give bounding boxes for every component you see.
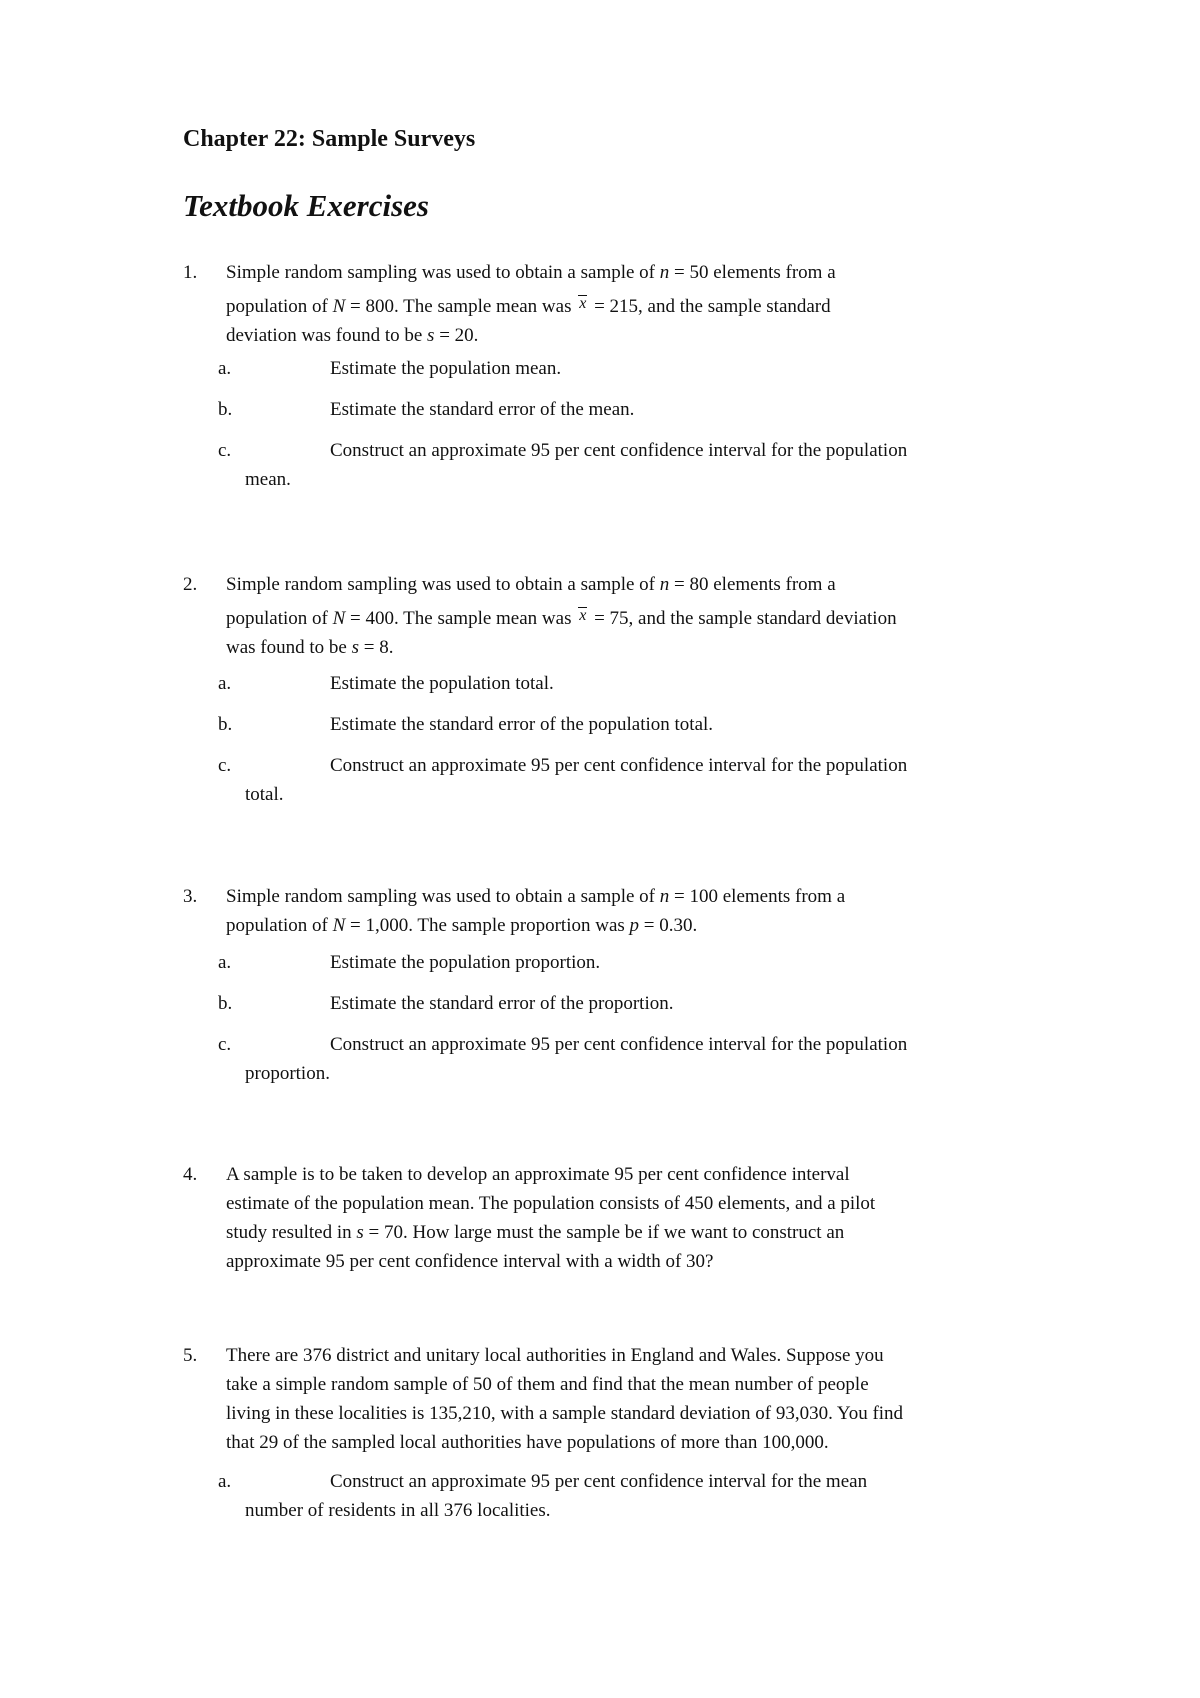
text-segment: = 215, and the sample standard (589, 296, 831, 317)
math-variable: N (332, 608, 346, 629)
exercise-line (226, 882, 845, 911)
math-variable: n (659, 574, 670, 595)
part-letter: a. (218, 673, 232, 694)
exercise-line (226, 570, 836, 599)
text-segment: = 80 elements from a (669, 574, 836, 595)
math-variable: s (351, 637, 359, 658)
exercise-number: 1. (183, 262, 198, 283)
math-variable: s (356, 1222, 364, 1243)
part-text: Estimate the population total. (330, 673, 554, 694)
part-text: Estimate the standard error of the proportion. (330, 993, 674, 1014)
part-letter: b. (218, 993, 233, 1014)
exercise-line (226, 604, 897, 634)
part-letter: c. (218, 1034, 232, 1055)
exercise-line (226, 1189, 875, 1218)
text-segment: population of (226, 296, 333, 317)
text-segment: approximate 95 per cent confidence interval with a width of 30? (226, 1251, 714, 1272)
math-variable: n (659, 262, 670, 283)
x-bar-letter: x (579, 607, 587, 624)
exercise-line (226, 1341, 884, 1370)
exercise-line (226, 1428, 829, 1457)
exercise-number: 3. (183, 886, 198, 907)
text-segment: There are 376 district and unitary local authorities in England and Wales. Suppose you (226, 1345, 884, 1366)
text-segment: = 800. The sample mean was (345, 296, 577, 317)
math-variable: N (332, 915, 346, 936)
part-text: Construct an approximate 95 per cent confidence interval for the mean (330, 1471, 868, 1492)
text-segment: = 0.30. (639, 915, 698, 936)
part-text-continued: total. (245, 784, 284, 805)
part-text-continued: proportion. (245, 1063, 330, 1084)
part-text: Construct an approximate 95 per cent confidence interval for the population (330, 1034, 908, 1055)
math-variable: n (659, 886, 670, 907)
part-text-continued: mean. (245, 469, 291, 490)
exercise-line (226, 321, 478, 350)
text-segment: take a simple random sample of 50 of them and find that the mean number of people (226, 1374, 869, 1395)
math-variable: p (629, 915, 640, 936)
text-segment: estimate of the population mean. The population consists of 450 elements, and a pilot (226, 1193, 876, 1214)
text-segment: Simple random sampling was used to obtain a sample of (226, 574, 660, 595)
part-letter: a. (218, 1471, 232, 1492)
text-segment: living in these localities is 135,210, with a sample standard deviation of 93,030. You find (226, 1403, 904, 1424)
text-segment: = 8. (359, 637, 394, 658)
exercise-line (226, 1218, 844, 1247)
text-segment: A sample is to be taken to develop an approximate 95 per cent confidence interval (226, 1164, 850, 1185)
text-segment: = 20. (434, 325, 479, 346)
text-segment: deviation was found to be (226, 325, 428, 346)
part-text: Estimate the population proportion. (330, 952, 601, 973)
text-segment: = 1,000. The sample proportion was (345, 915, 630, 936)
part-letter: c. (218, 755, 232, 776)
exercise-line (226, 911, 697, 940)
part-text: Estimate the standard error of the population total. (330, 714, 714, 735)
exercise-number: 5. (183, 1345, 198, 1366)
part-letter: a. (218, 358, 232, 379)
text-segment: = 75, and the sample standard deviation (589, 608, 897, 629)
part-text: Estimate the population mean. (330, 358, 562, 379)
part-text: Construct an approximate 95 per cent confidence interval for the population (330, 755, 908, 776)
exercise-line (226, 258, 836, 287)
x-bar-symbol (576, 604, 589, 634)
text-segment: = 100 elements from a (669, 886, 846, 907)
exercise-line (226, 1247, 714, 1276)
exercise-line (226, 1370, 869, 1399)
exercise-line (226, 292, 831, 322)
text-segment: Simple random sampling was used to obtain a sample of (226, 262, 660, 283)
part-letter: b. (218, 714, 233, 735)
x-bar-letter: x (579, 295, 587, 312)
chapter-title: Chapter 22: Sample Surveys (183, 126, 476, 152)
part-letter: a. (218, 952, 232, 973)
text-segment: = 50 elements from a (669, 262, 836, 283)
math-variable: s (427, 325, 435, 346)
part-text: Estimate the standard error of the mean. (330, 399, 635, 420)
part-letter: c. (218, 440, 232, 461)
exercise-line (226, 1160, 850, 1189)
part-text: Construct an approximate 95 per cent confidence interval for the population (330, 440, 908, 461)
text-segment: = 70. How large must the sample be if we want to construct an (363, 1222, 845, 1243)
text-segment: = 400. The sample mean was (345, 608, 577, 629)
exercise-line (226, 1399, 903, 1428)
x-bar-symbol (576, 292, 589, 322)
text-segment: population of (226, 915, 333, 936)
part-letter: b. (218, 399, 233, 420)
text-segment: Simple random sampling was used to obtain a sample of (226, 886, 660, 907)
exercise-number: 2. (183, 574, 198, 595)
part-text-continued: number of residents in all 376 localities. (245, 1500, 551, 1521)
math-variable: N (332, 296, 346, 317)
exercise-number: 4. (183, 1164, 198, 1185)
exercise-line (226, 633, 393, 662)
text-segment: population of (226, 608, 333, 629)
text-segment: that 29 of the sampled local authorities have populations of more than 100,000. (226, 1432, 829, 1453)
text-segment: study resulted in (226, 1222, 357, 1243)
text-segment: was found to be (226, 637, 352, 658)
section-title: Textbook Exercises (183, 188, 429, 223)
